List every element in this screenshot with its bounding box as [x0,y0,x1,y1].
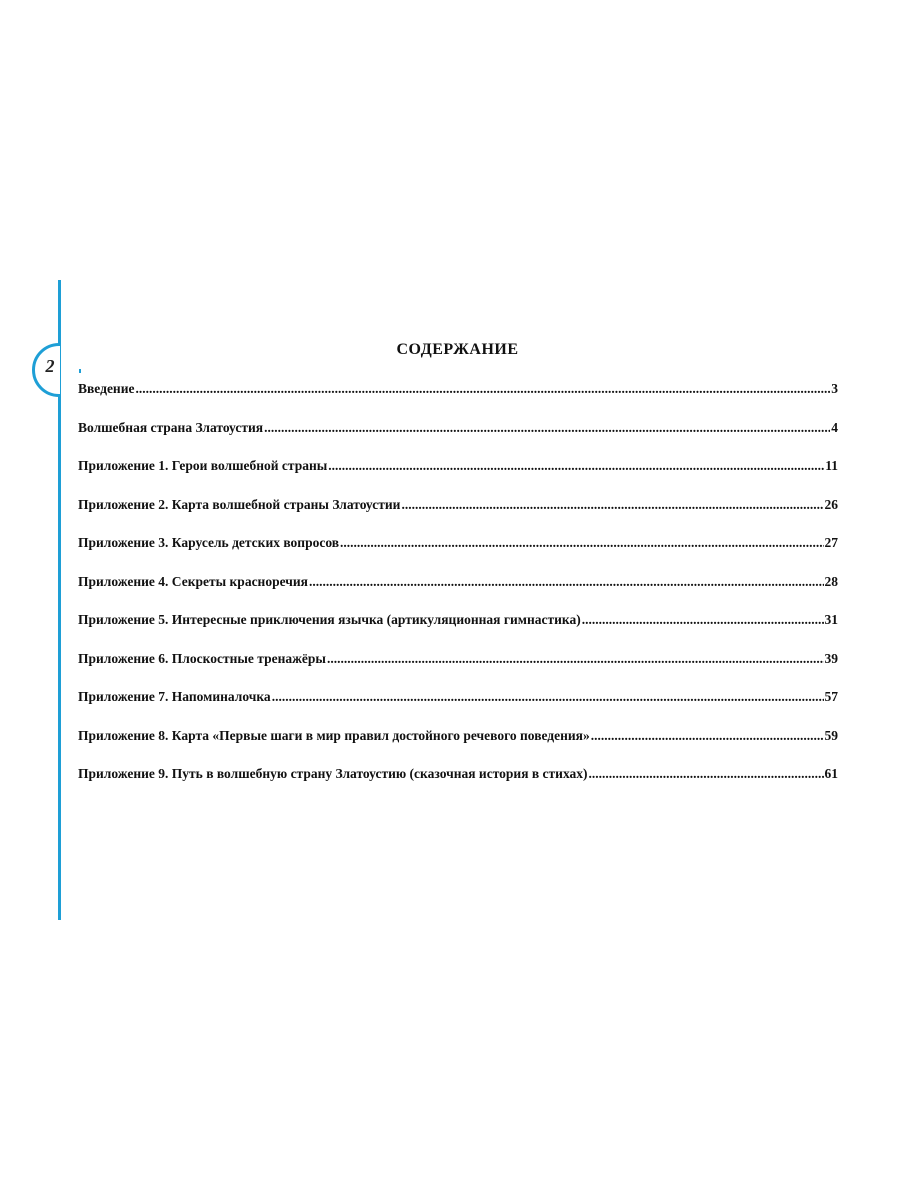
margin-dot [79,369,81,373]
toc-entry-appendix-9[interactable] [78,766,838,805]
dot-leader [272,689,824,705]
toc-entry-label: Приложение 8. Карта «Первые шаги в мир правил достойного речевого поведения» [78,727,590,743]
dot-leader [401,497,823,513]
toc-entry-appendix-1[interactable] [78,458,838,497]
toc-title: СОДЕРЖАНИЕ [396,341,519,358]
dot-leader [264,420,830,436]
toc-entry-page: 59 [824,727,838,743]
toc-entry-label: Приложение 9. Путь в волшебную страну Златоустию (сказочная история в стихах) [78,766,588,781]
toc-entry-label: Приложение 5. Интересные приключения язычка (артикуляционная гимнастика) [78,612,581,627]
toc-entry-appendix-5[interactable] [78,612,838,651]
toc-entry-page: 61 [824,766,838,781]
toc-entry-appendix-4[interactable] [78,574,838,613]
toc-entry-page: 27 [824,535,838,550]
dot-leader [309,574,824,590]
toc-entry-label: Приложение 6. Плоскостные тренажёры [78,650,326,666]
toc-entry-page: 28 [824,573,838,589]
toc-entry-label: Приложение 3. Карусель детских вопросов [78,535,340,550]
dot-leader [340,535,823,551]
dot-leader [135,381,830,397]
toc-entry-label: Приложение 2. Карта волшебной страны Златоустии [78,496,401,512]
toc-entry-page: 4 [831,419,838,435]
toc-entry-appendix-2[interactable] [78,497,838,536]
toc-entry-appendix-8[interactable] [78,728,838,767]
table-of-contents [78,381,838,805]
toc-entry-page: 31 [824,612,838,627]
toc-entry-appendix-3[interactable] [78,535,838,574]
toc-entry-page: 26 [824,496,838,512]
dot-leader [589,766,824,782]
dot-leader [591,728,824,744]
toc-entry-page: 11 [825,458,838,473]
toc-entry-page: 57 [824,689,838,704]
toc-entry-label: Приложение 7. Напоминалочка [78,689,271,704]
dot-leader [328,458,824,474]
toc-entry-page: 39 [824,650,838,666]
dot-leader [582,612,824,628]
toc-entry-appendix-7[interactable] [78,689,838,728]
toc-entry-label: Приложение 4. Секреты красноречия [78,573,308,589]
toc-entry-introduction[interactable] [78,381,838,420]
toc-entry-label: Приложение 1. Герои волшебной страны [78,458,328,473]
toc-entry-page: 3 [831,381,838,396]
page-number: 2 [45,356,55,376]
toc-entry-magic-country[interactable] [78,420,838,459]
toc-entry-label: Введение [78,381,135,396]
toc-entry-appendix-6[interactable] [78,651,838,690]
dot-leader [327,651,824,667]
toc-entry-label: Волшебная страна Златоустия [78,419,264,435]
